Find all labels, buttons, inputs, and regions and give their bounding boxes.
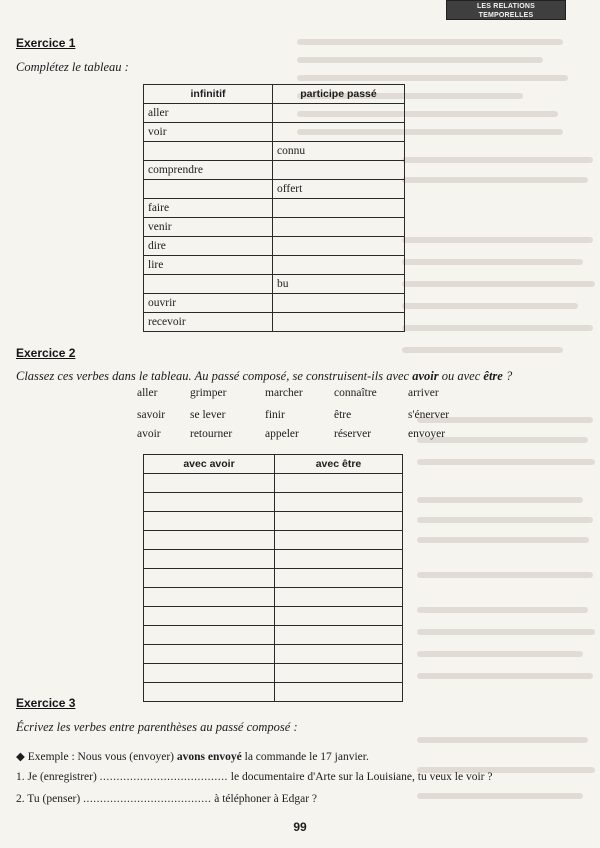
exercice-2-instruction [16, 369, 512, 384]
table1-row [144, 199, 405, 218]
participe-cell: bu [273, 275, 405, 294]
table2-row [144, 493, 403, 512]
table2-header-avoir: avec avoir [144, 455, 275, 474]
avoir-cell[interactable] [144, 588, 275, 607]
exercice-2-table [143, 454, 403, 702]
table2-row [144, 683, 403, 702]
verb-item: être [334, 409, 352, 421]
verb-item: arriver [408, 387, 439, 399]
avoir-cell[interactable] [144, 607, 275, 626]
table1-row [144, 218, 405, 237]
table1-row [144, 237, 405, 256]
example-rest: la commande le 17 janvier. [241, 751, 369, 763]
avoir-cell[interactable] [144, 531, 275, 550]
verb-item: retourner [190, 428, 233, 440]
avoir-cell[interactable] [144, 569, 275, 588]
etre-cell[interactable] [275, 474, 403, 493]
etre-cell[interactable] [275, 645, 403, 664]
etre-cell[interactable] [275, 569, 403, 588]
verb-item: grimper [190, 387, 227, 399]
verb-item: finir [265, 409, 285, 421]
table1-row [144, 104, 405, 123]
chapter-badge-line2: TEMPORELLES [478, 12, 534, 19]
item1-post: le documentaire d'Arte sur la Louisiane, tu veux le voir ? [227, 771, 493, 783]
participe-cell[interactable] [273, 237, 405, 256]
table2-row [144, 645, 403, 664]
infinitif-cell: comprendre [144, 161, 273, 180]
avoir-cell[interactable] [144, 664, 275, 683]
infinitif-cell: recevoir [144, 313, 273, 332]
infinitif-cell: ouvrir [144, 294, 273, 313]
infinitif-cell: dire [144, 237, 273, 256]
table1-row [144, 180, 405, 199]
chapter-badge-line1: LES RELATIONS [476, 3, 536, 10]
etre-cell[interactable] [275, 550, 403, 569]
exercice-2-title: Exercice 2 [16, 346, 76, 360]
instr2-pre: Classez ces verbes dans le tableau. Au passé composé, se construisent-ils avec [16, 369, 413, 383]
infinitif-cell: lire [144, 256, 273, 275]
exercice-1-table [143, 84, 405, 332]
avoir-cell[interactable] [144, 645, 275, 664]
avoir-cell[interactable] [144, 626, 275, 645]
participe-cell[interactable] [273, 294, 405, 313]
participe-cell[interactable] [273, 256, 405, 275]
etre-cell[interactable] [275, 531, 403, 550]
exercice-3-instruction: Écrivez les verbes entre parenthèses au passé composé : [16, 720, 298, 734]
verb-item: avoir [137, 428, 161, 440]
participe-cell[interactable] [273, 161, 405, 180]
etre-cell[interactable] [275, 664, 403, 683]
table1-row [144, 275, 405, 294]
table1-header-infinitif: infinitif [144, 85, 273, 104]
participe-cell[interactable] [273, 199, 405, 218]
infinitif-cell[interactable] [144, 180, 273, 199]
verb-item: envoyer [408, 428, 446, 440]
infinitif-cell: voir [144, 123, 273, 142]
participe-cell[interactable] [273, 104, 405, 123]
avoir-cell[interactable] [144, 512, 275, 531]
exercice-1-title: Exercice 1 [16, 36, 76, 50]
verb-item: appeler [265, 428, 299, 440]
verb-item: réserver [334, 428, 372, 440]
table1-header-participe: participe passé [273, 85, 405, 104]
item1-pre: 1. Je (enregistrer) [16, 771, 100, 783]
example-answer: avons envoyé [176, 751, 242, 763]
avoir-cell[interactable] [144, 683, 275, 702]
infinitif-cell[interactable] [144, 275, 273, 294]
participe-cell: offert [273, 180, 405, 199]
verb-item: connaître [334, 387, 377, 399]
table2-row [144, 531, 403, 550]
instr2-post: ? [502, 369, 513, 383]
table2-row [144, 550, 403, 569]
infinitif-cell: aller [144, 104, 273, 123]
item2-pre: 2. Tu (penser) [16, 793, 84, 805]
page-number: 99 [293, 820, 307, 834]
table2-row [144, 626, 403, 645]
table1-row [144, 142, 405, 161]
exercice-3-item-2 [16, 793, 317, 805]
table2-row [144, 474, 403, 493]
table1-row [144, 123, 405, 142]
item1-answer-blank[interactable]: ...................................... [99, 771, 228, 783]
participe-cell[interactable] [273, 123, 405, 142]
verb-item: s'énerver [408, 409, 450, 421]
avoir-cell[interactable] [144, 474, 275, 493]
etre-cell[interactable] [275, 626, 403, 645]
table2-row [144, 569, 403, 588]
participe-cell[interactable] [273, 218, 405, 237]
table1-row [144, 294, 405, 313]
infinitif-cell[interactable] [144, 142, 273, 161]
participe-cell: connu [273, 142, 405, 161]
table2-row [144, 607, 403, 626]
infinitif-cell: faire [144, 199, 273, 218]
table1-row [144, 161, 405, 180]
instr2-etre: être [483, 369, 503, 383]
instr2-mid: ou avec [438, 369, 484, 383]
avoir-cell[interactable] [144, 550, 275, 569]
instr2-avoir: avoir [412, 369, 439, 383]
verb-item: savoir [137, 409, 166, 421]
example-bullet-icon: ◆ [16, 751, 28, 763]
etre-cell[interactable] [275, 512, 403, 531]
verb-item: marcher [265, 387, 303, 399]
etre-cell[interactable] [275, 683, 403, 702]
item2-answer-blank[interactable]: ...................................... [83, 793, 212, 805]
table1-row [144, 256, 405, 275]
exercice-1-instruction: Complétez le tableau : [16, 60, 129, 74]
table2-row [144, 512, 403, 531]
exercice-3-title: Exercice 3 [16, 696, 76, 710]
table1-row [144, 313, 405, 332]
verb-item: aller [137, 387, 158, 399]
table2-header-etre: avec être [275, 455, 403, 474]
etre-cell[interactable] [275, 607, 403, 626]
example-label: Exemple : Nous vous (envoyer) [27, 751, 177, 763]
verb-item: se lever [190, 409, 226, 421]
item2-post: à téléphoner à Edgar ? [211, 793, 318, 805]
table2-row [144, 664, 403, 683]
etre-cell[interactable] [275, 588, 403, 607]
table2-row [144, 588, 403, 607]
exercice-3-example [16, 749, 369, 763]
participe-cell[interactable] [273, 313, 405, 332]
chapter-badge [446, 0, 566, 20]
infinitif-cell: venir [144, 218, 273, 237]
avoir-cell[interactable] [144, 493, 275, 512]
exercice-3-item-1 [16, 771, 492, 783]
etre-cell[interactable] [275, 493, 403, 512]
